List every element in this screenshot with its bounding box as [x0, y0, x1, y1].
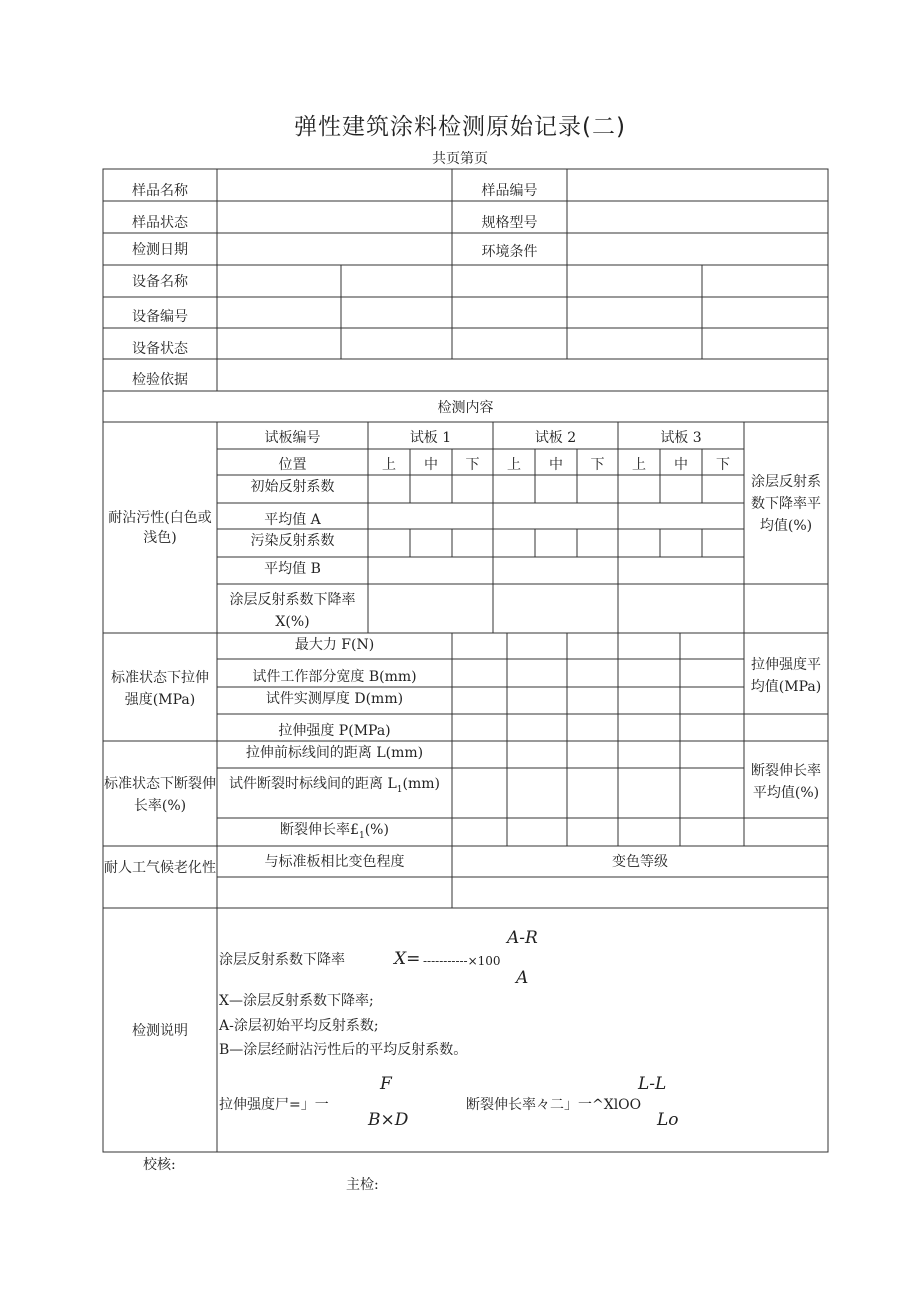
- formula1-expr: X=: [394, 949, 421, 969]
- label-p2-up: 上: [507, 457, 521, 473]
- formula2-numerator: F: [380, 1074, 392, 1094]
- label-stain-resistance: 耐沾污性(白色或浅色): [108, 510, 212, 546]
- label-sample-no: 样品编号: [481, 183, 538, 199]
- formula2-denominator: B×D: [368, 1110, 409, 1130]
- label-panel-3: 试板 3: [660, 430, 702, 446]
- formula1-dashes: -----------×100: [423, 954, 501, 968]
- footer-inspector: 主检:: [346, 1177, 379, 1193]
- label-elongation-avg: 断裂伸长率平均值(%): [751, 763, 821, 801]
- label-p3-mid: 中: [674, 457, 688, 473]
- page-title: 弹性建筑涂料检测原始记录(二): [294, 114, 626, 140]
- formula1-label: 涂层反射系数下降率: [219, 952, 345, 968]
- page-counter: 共页第页: [432, 151, 488, 167]
- label-elongation: 标准状态下断裂伸长率(%): [104, 776, 216, 814]
- footer-check: 校核:: [143, 1157, 176, 1173]
- label-panel-no: 试板编号: [264, 430, 321, 446]
- label-p3-up: 上: [632, 457, 646, 473]
- label-test-date: 检测日期: [132, 242, 188, 258]
- label-avg-a: 平均值 A: [264, 512, 321, 528]
- label-aging: 耐人工气候老化性: [104, 860, 216, 876]
- label-work-width: 试件工作部分宽度 B(mm): [252, 669, 417, 685]
- label-elongation-rate: 断裂伸长率$£_1(\%)$: [280, 822, 389, 841]
- label-tensile-strength: 标准状态下拉伸强度(MPa): [111, 670, 209, 708]
- formula2-label: 拉伸强度尸=」一: [219, 1097, 329, 1113]
- label-distance-after: 试件断裂时标线间的距离 $L_1(mm)$: [229, 776, 440, 795]
- definition-b: B—涂层经耐沾污性后的平均反射系数。: [219, 1042, 468, 1058]
- label-sample-state: 样品状态: [132, 215, 188, 231]
- label-spec-model: 规格型号: [481, 215, 538, 231]
- label-sample-name: 样品名称: [132, 183, 188, 199]
- label-decline-rate-unit: X(%): [275, 614, 310, 630]
- label-avg-b: 平均值 B: [264, 561, 321, 577]
- label-device-state: 设备状态: [132, 341, 188, 357]
- formula3-numerator: L-L: [638, 1074, 667, 1094]
- label-decline-rate: 涂层反射系数下降率: [229, 592, 356, 608]
- label-color-change: 与标准板相比变色程度: [264, 854, 405, 870]
- label-color-grade: 变色等级: [612, 854, 668, 870]
- label-p1-up: 上: [382, 457, 396, 473]
- definition-x: X—涂层反射系数下降率;: [219, 993, 374, 1009]
- formula3-denominator: Lo: [657, 1110, 679, 1130]
- formula1-numerator: A-R: [507, 928, 538, 948]
- label-panel-1: 试板 1: [409, 430, 452, 446]
- label-panel-2: 试板 2: [534, 430, 577, 446]
- label-device-name: 设备名称: [132, 274, 188, 290]
- label-decline-rate-avg: 涂层反射系数下降率平均值(%): [751, 474, 821, 534]
- label-p1-down: 下: [465, 457, 480, 473]
- label-device-no: 设备编号: [132, 309, 188, 325]
- label-env-condition: 环境条件: [481, 244, 538, 260]
- formula3-label: 断裂伸长率々二」一^XlOO: [466, 1097, 642, 1113]
- label-test-basis: 检验依据: [132, 372, 188, 388]
- definition-a: A-涂层初始平均反射系数;: [219, 1018, 379, 1034]
- label-p2-mid: 中: [549, 457, 563, 473]
- label-max-force: 最大力 F(N): [294, 637, 375, 653]
- label-thickness: 试件实测厚度 D(mm): [265, 691, 404, 707]
- label-position: 位置: [278, 457, 307, 473]
- label-p3-down: 下: [716, 457, 730, 473]
- label-distance-before: 拉伸前标线间的距离 L(mm): [245, 745, 424, 761]
- formula1-denominator: A: [516, 968, 529, 988]
- label-test-content: 检测内容: [437, 400, 494, 416]
- label-p2-down: 下: [590, 457, 605, 473]
- label-notes: 检测说明: [132, 1023, 188, 1039]
- label-tensile-p: 拉伸强度 P(MPa): [278, 723, 391, 739]
- label-init-reflect: 初始反射系数: [250, 479, 335, 495]
- label-polluted-reflect: 污染反射系数: [250, 533, 335, 549]
- label-tensile-avg: 拉伸强度平均值(MPa): [750, 657, 822, 695]
- label-p1-mid: 中: [424, 457, 438, 473]
